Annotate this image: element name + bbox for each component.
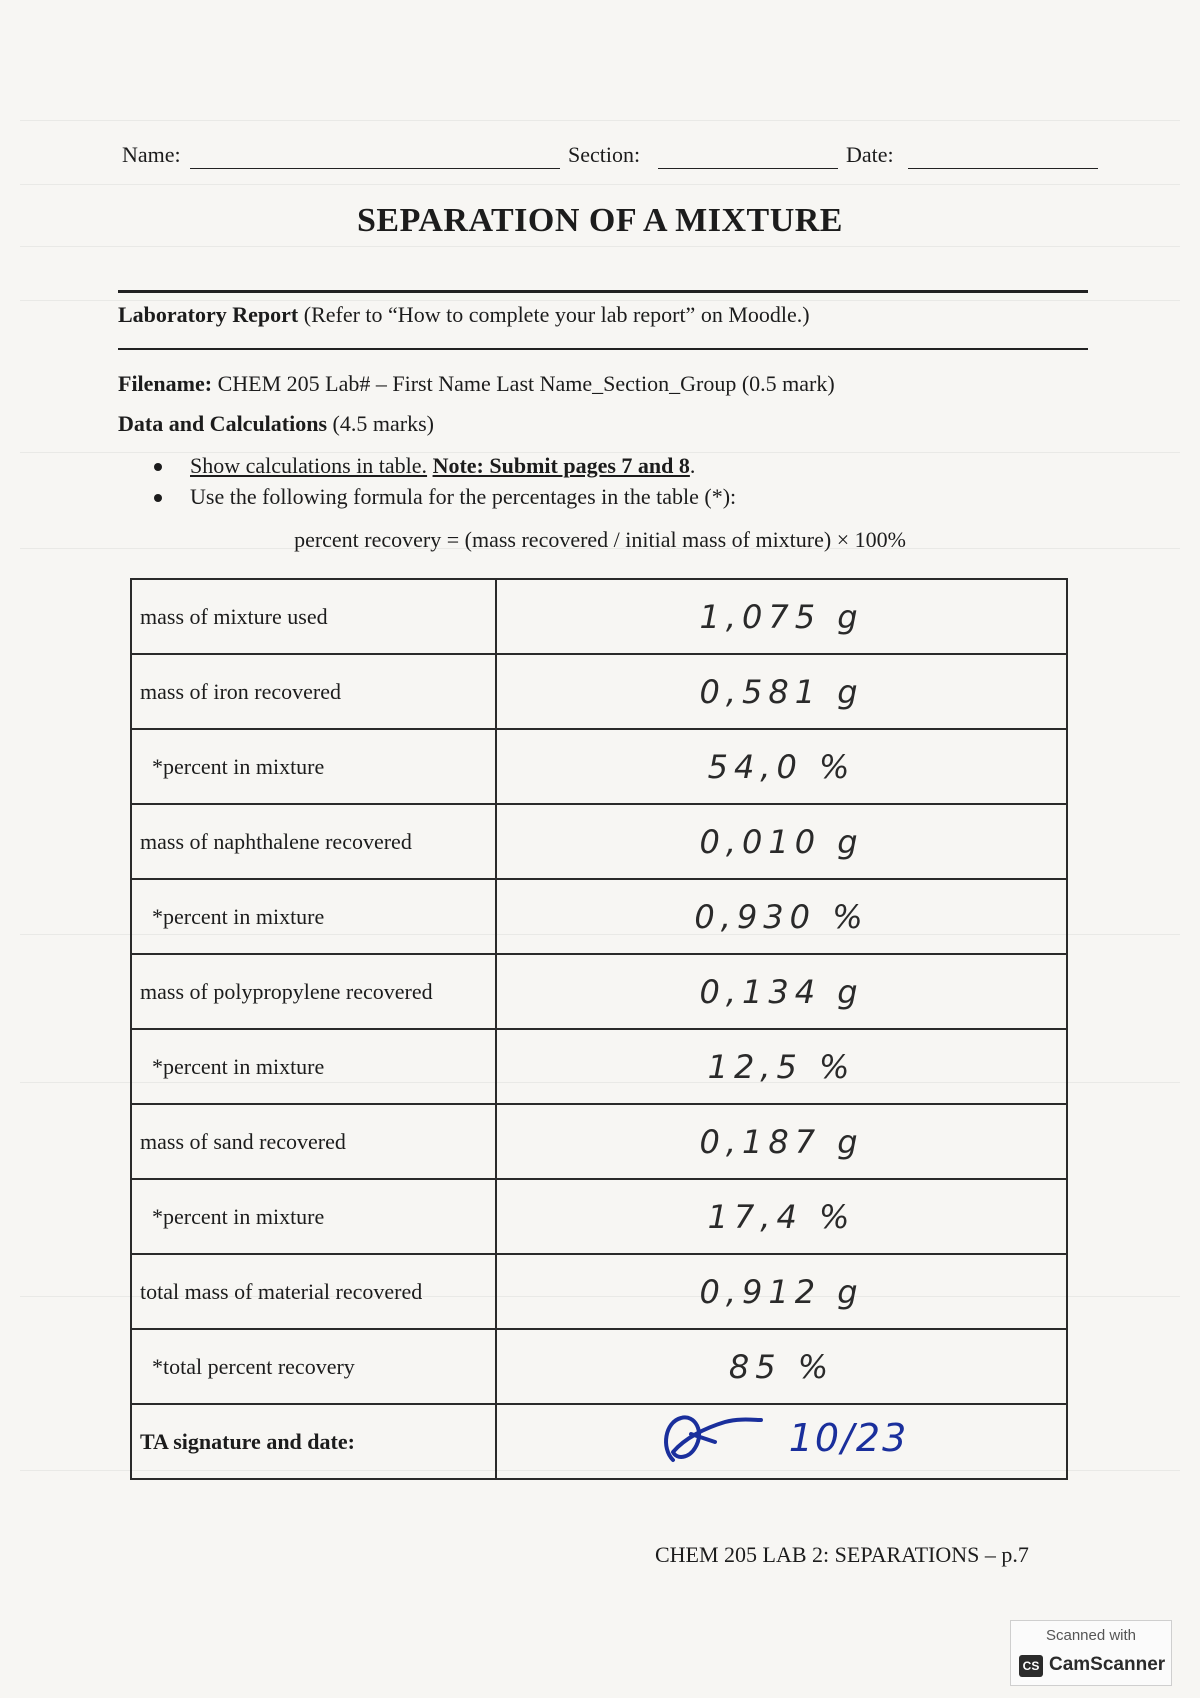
bullet-1-period: . — [689, 453, 696, 478]
handwritten-value[interactable]: 0,010 g — [496, 804, 1067, 879]
row-label: mass of naphthalene recovered — [131, 804, 496, 879]
data-calc-line — [118, 411, 434, 437]
data-calc-label: Data and Calculations — [118, 411, 328, 436]
table-row — [131, 1254, 1067, 1329]
handwritten-value[interactable]: 0,581 g — [496, 654, 1067, 729]
camscanner-name: CamScanner — [1049, 1654, 1166, 1675]
row-label: *percent in mixture — [131, 1179, 496, 1254]
handwritten-value[interactable]: 0,187 g — [496, 1104, 1067, 1179]
signature-row — [131, 1404, 1067, 1479]
filename-label: Filename: — [118, 371, 213, 396]
row-label: mass of sand recovered — [131, 1104, 496, 1179]
row-label: mass of iron recovered — [131, 654, 496, 729]
row-label: mass of polypropylene recovered — [131, 954, 496, 1029]
filename-text: CHEM 205 Lab# – First Name Last Name_Section_Group (0.5 mark) — [217, 371, 835, 396]
header-fields — [122, 142, 1102, 176]
table-row — [131, 1179, 1067, 1254]
data-calc-marks: (4.5 marks) — [332, 411, 434, 436]
ta-signature-date: 10/23 — [788, 1415, 909, 1460]
row-label: mass of mixture used — [131, 579, 496, 654]
camscanner-watermark — [1010, 1620, 1172, 1686]
table-row — [131, 654, 1067, 729]
section-label: Section: — [568, 142, 641, 167]
lab-report-note: (Refer to “How to complete your lab report” on Moodle.) — [303, 302, 810, 327]
handwritten-value[interactable]: 54,0 % — [496, 729, 1067, 804]
table-row — [131, 804, 1067, 879]
results-table — [130, 578, 1068, 1480]
section-field[interactable] — [658, 168, 838, 169]
row-label: *total percent recovery — [131, 1329, 496, 1404]
bullet-2-text: Use the following formula for the percentages in the table (*): — [190, 484, 737, 509]
name-field[interactable] — [190, 168, 560, 169]
handwritten-value[interactable]: 17,4 % — [496, 1179, 1067, 1254]
lab-report-label: Laboratory Report — [118, 302, 299, 327]
handwritten-value[interactable]: 1,075 g — [496, 579, 1067, 654]
handwritten-value[interactable]: 12,5 % — [496, 1029, 1067, 1104]
name-label: Name: — [122, 142, 181, 167]
table-row — [131, 1329, 1067, 1404]
table-row — [131, 954, 1067, 1029]
report-rule — [118, 348, 1088, 350]
camscanner-logo-icon: CS — [1019, 1655, 1043, 1677]
signature-label: TA signature and date: — [140, 1428, 355, 1454]
row-label: total mass of material recovered — [131, 1254, 496, 1329]
handwritten-value[interactable]: 0,134 g — [496, 954, 1067, 1029]
date-label: Date: — [846, 142, 894, 167]
bullet-dot — [154, 463, 162, 471]
title-rule — [118, 290, 1088, 293]
handwritten-value[interactable]: 85 % — [496, 1329, 1067, 1404]
bullet-1-show-calc: Show calculations in table. — [190, 453, 428, 478]
row-label: *percent in mixture — [131, 1029, 496, 1104]
bullet-dot — [154, 494, 162, 502]
table-row — [131, 729, 1067, 804]
ta-signature-mark — [655, 1408, 765, 1468]
table-row — [131, 579, 1067, 654]
table-row — [131, 879, 1067, 954]
handwritten-value[interactable]: 0,930 % — [496, 879, 1067, 954]
date-field[interactable] — [908, 168, 1098, 169]
signature-label-cell — [131, 1404, 496, 1479]
handwritten-value[interactable]: 0,912 g — [496, 1254, 1067, 1329]
page-title: SEPARATION OF A MIXTURE — [357, 202, 843, 239]
table-row — [131, 1029, 1067, 1104]
row-label: *percent in mixture — [131, 879, 496, 954]
percent-recovery-formula: percent recovery = (mass recovered / initial mass of mixture) × 100% — [294, 527, 906, 552]
scanned-with-text: Scanned with — [1045, 1627, 1137, 1644]
bullet-1-note: Note: Submit pages 7 and 8 — [432, 453, 690, 478]
table-row — [131, 1104, 1067, 1179]
filename-line — [118, 371, 835, 397]
row-label: *percent in mixture — [131, 729, 496, 804]
signature-cell[interactable] — [496, 1404, 1067, 1479]
page-footer: CHEM 205 LAB 2: SEPARATIONS – p.7 — [655, 1542, 1029, 1567]
lab-report-line — [118, 302, 810, 328]
